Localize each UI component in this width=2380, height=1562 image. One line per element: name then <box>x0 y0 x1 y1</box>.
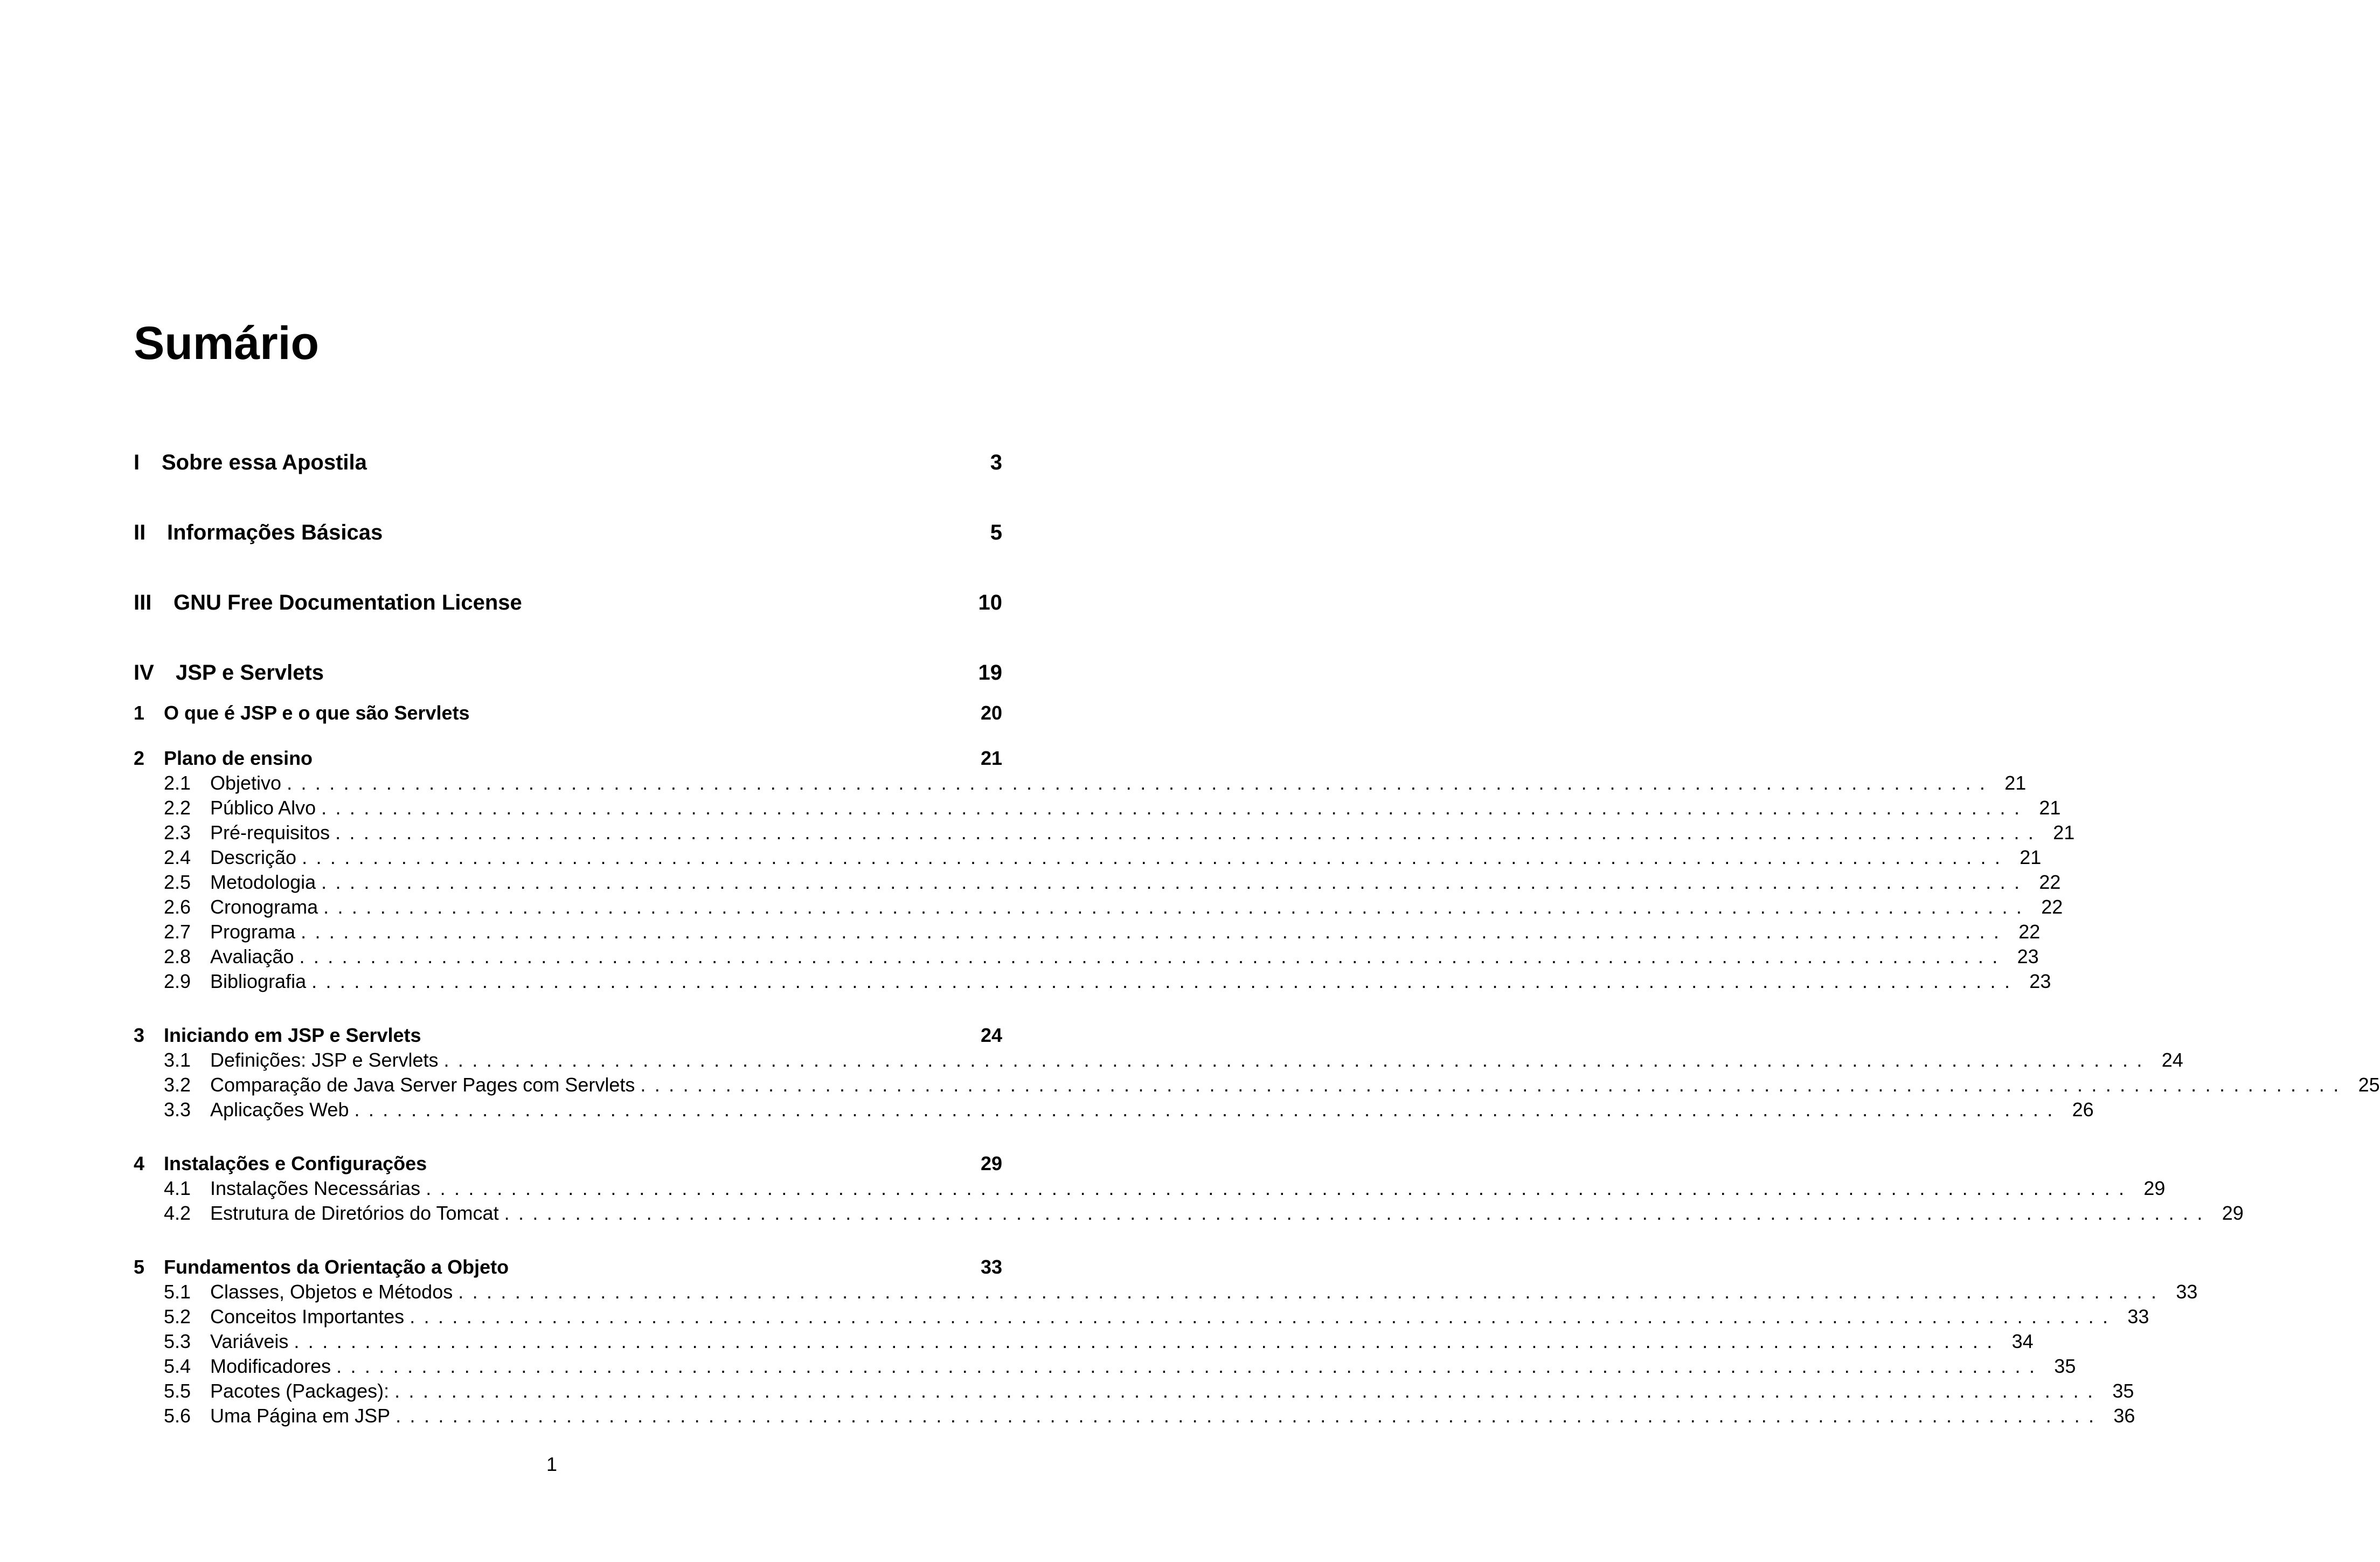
section-page: 29 <box>2222 1202 2244 1224</box>
section-number: 4.1 <box>164 1177 191 1199</box>
toc-section[interactable] <box>164 1404 2135 1428</box>
chapter-number: 4 <box>134 1152 145 1174</box>
dot-leader: ........................................................................................................................ <box>336 1355 2044 1377</box>
dot-leader: ........................................................................................................................ <box>426 1177 2133 1199</box>
part-number: II <box>134 521 146 544</box>
section-number: 5.5 <box>164 1380 191 1402</box>
toc-section[interactable] <box>164 1354 2076 1379</box>
dot-leader: ........................................................................................................................ <box>301 921 2008 943</box>
toc-section[interactable] <box>164 771 2027 796</box>
section-page: 24 <box>2161 1049 2183 1071</box>
dot-leader: ........................................................................................................................ <box>335 821 2043 844</box>
chapter-title: Fundamentos da Orientação a Objeto <box>164 1256 509 1278</box>
toc-section[interactable] <box>164 969 2051 994</box>
toc-section[interactable] <box>164 1379 2134 1404</box>
section-number: 2.3 <box>164 821 191 844</box>
chapter-number: 2 <box>134 747 145 769</box>
section-number: 2.8 <box>164 945 191 967</box>
toc-section[interactable] <box>164 1201 2244 1226</box>
dot-leader: ........................................................................................................................ <box>287 772 1994 794</box>
chapter-title: O que é JSP e o que são Servlets <box>164 702 470 724</box>
page-number: 1 <box>546 1453 558 1475</box>
toc-section[interactable] <box>164 1097 2094 1122</box>
section-number: 5.4 <box>164 1355 191 1377</box>
section-page: 33 <box>2127 1305 2149 1328</box>
section-number: 2.2 <box>164 797 191 819</box>
section-number: 2.5 <box>164 871 191 893</box>
section-page: 35 <box>2054 1355 2076 1377</box>
toc-section[interactable] <box>164 1304 2149 1329</box>
section-title: Definições: JSP e Servlets <box>210 1049 444 1072</box>
section-page: 26 <box>2072 1098 2094 1121</box>
part-title: Informações Básicas <box>167 521 383 544</box>
dot-leader: ........................................................................................................................ <box>323 896 2031 918</box>
toc-section[interactable] <box>164 870 2061 895</box>
section-page: 22 <box>2041 896 2063 918</box>
section-title: Metodologia <box>210 871 321 894</box>
dot-leader: ........................................................................................................................ <box>302 846 2009 868</box>
section-title: Modificadores <box>210 1355 336 1378</box>
section-number: 2.4 <box>164 846 191 868</box>
section-page: 21 <box>2039 797 2061 819</box>
section-title: Variáveis <box>210 1330 294 1353</box>
section-title: Cronograma <box>210 896 323 918</box>
section-title: Uma Página em JSP <box>210 1405 395 1427</box>
section-page: 29 <box>2143 1177 2166 1199</box>
section-title: Público Alvo <box>210 797 321 819</box>
section-title: Aplicações Web <box>210 1098 354 1121</box>
toc-section[interactable] <box>164 1176 2166 1201</box>
section-number: 2.6 <box>164 896 191 918</box>
section-number: 2.1 <box>164 772 191 794</box>
chapter-page: 29 <box>980 1152 1002 1174</box>
dot-leader: ........................................................................................................................ <box>394 1380 2102 1402</box>
toc-section[interactable] <box>164 1280 2198 1304</box>
section-page: 33 <box>2176 1281 2198 1303</box>
part-page: 5 <box>990 521 1002 544</box>
section-number: 3.1 <box>164 1049 191 1071</box>
part-page: 10 <box>978 591 1002 614</box>
dot-leader: ........................................................................................................................ <box>443 1049 2151 1071</box>
section-number: 3.2 <box>164 1074 191 1096</box>
toc-section[interactable] <box>164 944 2039 969</box>
chapter-page: 20 <box>980 702 1002 724</box>
chapter-title: Plano de ensino <box>164 747 313 769</box>
part-number: III <box>134 591 152 614</box>
chapter-title: Instalações e Configurações <box>164 1152 427 1174</box>
toc-section[interactable] <box>164 895 2063 920</box>
toc-chapter[interactable] <box>134 1022 1002 1049</box>
toc-section[interactable] <box>164 920 2041 944</box>
toc-section[interactable] <box>164 1073 2380 1097</box>
toc-part[interactable] <box>134 656 1002 689</box>
part-page: 3 <box>990 451 1002 474</box>
section-title: Instalações Necessárias <box>210 1177 426 1200</box>
chapter-number: 5 <box>134 1256 145 1278</box>
dot-leader: ........................................................................................................................ <box>299 945 2007 967</box>
dot-leader: ........................................................................................................................ <box>458 1281 2166 1303</box>
toc-chapter[interactable] <box>134 1150 1002 1177</box>
chapter-page: 21 <box>980 747 1002 769</box>
part-page: 19 <box>978 661 1002 685</box>
part-number: I <box>134 451 140 474</box>
toc-chapter[interactable] <box>134 1254 1002 1281</box>
section-number: 5.1 <box>164 1281 191 1303</box>
toc-part[interactable] <box>134 586 1002 619</box>
part-title: JSP e Servlets <box>176 661 324 685</box>
toc-part[interactable] <box>134 446 1002 479</box>
section-page: 34 <box>2011 1330 2034 1352</box>
section-number: 2.9 <box>164 970 191 992</box>
dot-leader: ........................................................................................................................ <box>410 1305 2117 1328</box>
part-title: GNU Free Documentation License <box>174 591 522 614</box>
section-number: 3.3 <box>164 1098 191 1121</box>
section-title: Conceitos Importantes <box>210 1305 410 1328</box>
chapter-page: 33 <box>980 1256 1002 1278</box>
chapter-title: Iniciando em JSP e Servlets <box>164 1024 421 1046</box>
dot-leader: ........................................................................................................................ <box>640 1074 2348 1096</box>
section-page: 21 <box>2053 821 2075 844</box>
section-title: Programa <box>210 921 301 943</box>
section-number: 5.2 <box>164 1305 191 1328</box>
toc-section[interactable] <box>164 820 2075 845</box>
section-page: 23 <box>2029 970 2051 992</box>
section-page: 35 <box>2112 1380 2134 1402</box>
section-page: 22 <box>2018 921 2041 943</box>
section-title: Comparação de Java Server Pages com Servlets <box>210 1074 640 1096</box>
section-page: 22 <box>2039 871 2061 893</box>
chapter-number: 3 <box>134 1024 145 1046</box>
section-title: Descrição <box>210 846 302 869</box>
dot-leader: ........................................................................................................................ <box>504 1202 2211 1224</box>
section-title: Bibliografia <box>210 970 311 993</box>
section-number: 5.6 <box>164 1405 191 1427</box>
section-title: Objetivo <box>210 772 287 794</box>
page-title: Sumário <box>134 317 320 369</box>
chapter-page: 24 <box>980 1024 1002 1046</box>
toc-chapter[interactable] <box>134 745 1002 772</box>
toc-chapter[interactable] <box>134 700 1002 727</box>
section-page: 21 <box>2020 846 2042 868</box>
section-number: 2.7 <box>164 921 191 943</box>
section-title: Avaliação <box>210 945 299 968</box>
section-title: Pré-requisitos <box>210 821 335 844</box>
dot-leader: ........................................................................................................................ <box>294 1330 2001 1352</box>
toc-section[interactable] <box>164 1048 2183 1073</box>
section-page: 21 <box>2004 772 2027 794</box>
toc-section[interactable] <box>164 845 2042 870</box>
section-page: 25 <box>2358 1074 2380 1096</box>
section-number: 4.2 <box>164 1202 191 1224</box>
dot-leader: ........................................................................................................................ <box>311 970 2019 992</box>
section-page: 36 <box>2113 1405 2135 1427</box>
toc-part[interactable] <box>134 516 1002 549</box>
section-title: Pacotes (Packages): <box>210 1380 394 1402</box>
section-number: 5.3 <box>164 1330 191 1352</box>
chapter-number: 1 <box>134 702 145 724</box>
dot-leader: ........................................................................................................................ <box>395 1405 2103 1427</box>
dot-leader: ........................................................................................................................ <box>321 871 2029 893</box>
section-title: Classes, Objetos e Métodos <box>210 1281 458 1303</box>
part-number: IV <box>134 661 154 685</box>
part-title: Sobre essa Apostila <box>162 451 367 474</box>
section-page: 23 <box>2017 945 2039 967</box>
dot-leader: ........................................................................................................................ <box>354 1098 2062 1121</box>
section-title: Estrutura de Diretórios do Tomcat <box>210 1202 504 1225</box>
dot-leader: ........................................................................................................................ <box>321 797 2029 819</box>
toc-section[interactable] <box>164 1329 2034 1354</box>
toc-section[interactable] <box>164 796 2061 820</box>
